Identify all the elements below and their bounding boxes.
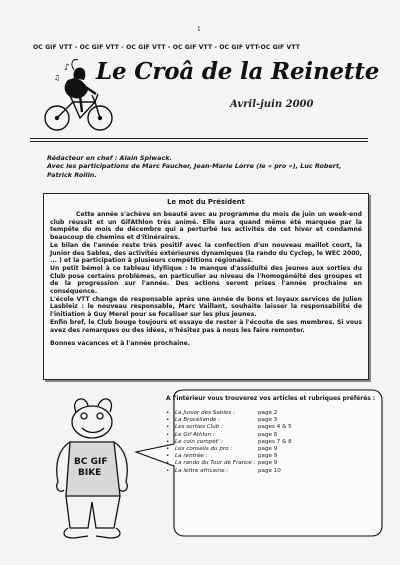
toc-item-label: La lettre africaine :: [175, 467, 229, 474]
toc-item-page: page 9: [258, 445, 278, 452]
toc-item: • La Brocéliande : page 3: [166, 417, 278, 424]
table-of-contents: [166, 410, 356, 475]
header-rule-top: [30, 138, 368, 139]
issue-date: Avril-juin 2000: [230, 99, 314, 110]
president-paragraph: Le bilan de l'année reste très positif avec la confection d'un nouveau maillot court, la Junior des Sables, des activités extérieures dynamiques (la rando du Cyclop, le WEC 2000, ... ) et la participation à plusieurs compétitions régionales.: [50, 241, 362, 265]
president-signoff: Bonnes vacances et à l'année prochaine.: [50, 340, 191, 348]
toc-item-label: Le Gif Athlon :: [175, 431, 215, 438]
credits-contributors: Avec les participations de Marc Faucher, Jean-Marie Lorre (le « pro »), Luc Robert,: [47, 162, 342, 171]
toc-item-page: page 9: [258, 460, 278, 467]
president-body: [50, 211, 362, 348]
toc-item-page: page 2: [258, 410, 278, 416]
credits-contributors-cont: Patrick Rollin.: [47, 170, 97, 179]
svg-text:♫: ♫: [54, 74, 61, 82]
president-heading: Le mot du Président: [167, 198, 245, 206]
toc-item-label: La Junior des Sables :: [175, 410, 235, 416]
club-banner: OC GIF VTT - OC GIF VTT - OC GIF VTT - OC GIF VTT - OC GIF VTT-OC GIF VTT: [33, 44, 301, 51]
toc-intro: A l'intérieur vous trouverez vos articles et rubriques préférés :: [166, 396, 376, 402]
toc-item: • Le Gif Athlon : page 6: [166, 431, 278, 438]
header-rule-bottom: [30, 141, 368, 142]
toc-item-label: Le coin compèt' :: [175, 438, 224, 445]
page-number: 1: [197, 26, 201, 33]
toc-item-page: page 9: [258, 453, 278, 460]
toc-item-page: page 10: [258, 467, 281, 474]
president-paragraph: Cette année s'achève en beauté avec au programme du mois de juin un week-end club réussit et un GifAthlon très animé. Elle aura quand même été marquée par la tempête du mois de décembre qui a perturbé les activités de cet hiver et condamné beaucoup de chemins et d'itinéraires.: [50, 211, 362, 242]
toc-item: • La Junior des Sables : page 2: [166, 410, 278, 416]
president-message-box: [43, 193, 369, 380]
toc-item-page: page 6: [258, 431, 278, 438]
toc-item-page: page 3: [258, 417, 278, 424]
toc-item: • La rentrée : page 9: [166, 453, 278, 460]
toc-item-page: pages 4 & 5: [258, 424, 292, 431]
svg-text:♪: ♪: [64, 63, 70, 73]
president-paragraph: L'école VTT change de responsable après une année de bons et loyaux services de Julien Lasbleiz : le nouveau responsable, Marc Vaillant, souhaite laisser la responsabilité de l'initiation à Guy Merel pour se focaliser sur les plus jeunes.: [50, 295, 362, 319]
toc-item-page: pages 7 & 8: [258, 438, 292, 445]
toc-item: • Le coin compèt' : pages 7 & 8: [166, 438, 292, 445]
mascot-shirt-text: BC GIF BIKE: [74, 457, 108, 478]
president-paragraph: Enfin bref, le Club bouge toujours et essaye de rester à l'écoute de ses membres. Si vous avez des remarques ou des idées, n'hésitez pas à nous les faire remonter.: [50, 318, 362, 334]
toc-item-label: La rando du Tour de France :: [175, 460, 256, 467]
toc-item: • Les conseils du pro : page 9: [166, 445, 278, 452]
toc-item: • La lettre africaine : page 10: [166, 467, 281, 474]
toc-item-label: Les conseils du pro :: [175, 445, 233, 452]
toc-item: • Les sorties Club : pages 4 & 5: [166, 424, 292, 431]
toc-item-label: La Brocéliande :: [175, 417, 221, 424]
newsletter-title: Le Croâ de la Reinette: [96, 58, 380, 85]
president-paragraph: Un petit bémol à ce tableau idyllique : le manque d'assiduité des jeunes aux sorties du Club pose certains problèmes, en particulier au niveau de l'homogénéité des groupes et de la progression sur l'année. Des actions seront prises l'année prochaine en conséquence.: [50, 264, 362, 296]
toc-item: • La rando du Tour de France : page 9: [166, 460, 278, 467]
toc-item-label: Les sorties Club :: [175, 424, 223, 431]
credits: [47, 154, 367, 179]
toc-item-label: La rentrée :: [175, 453, 208, 460]
credits-editor: Rédacteur en chef : Alain Spiwack.: [47, 154, 172, 162]
